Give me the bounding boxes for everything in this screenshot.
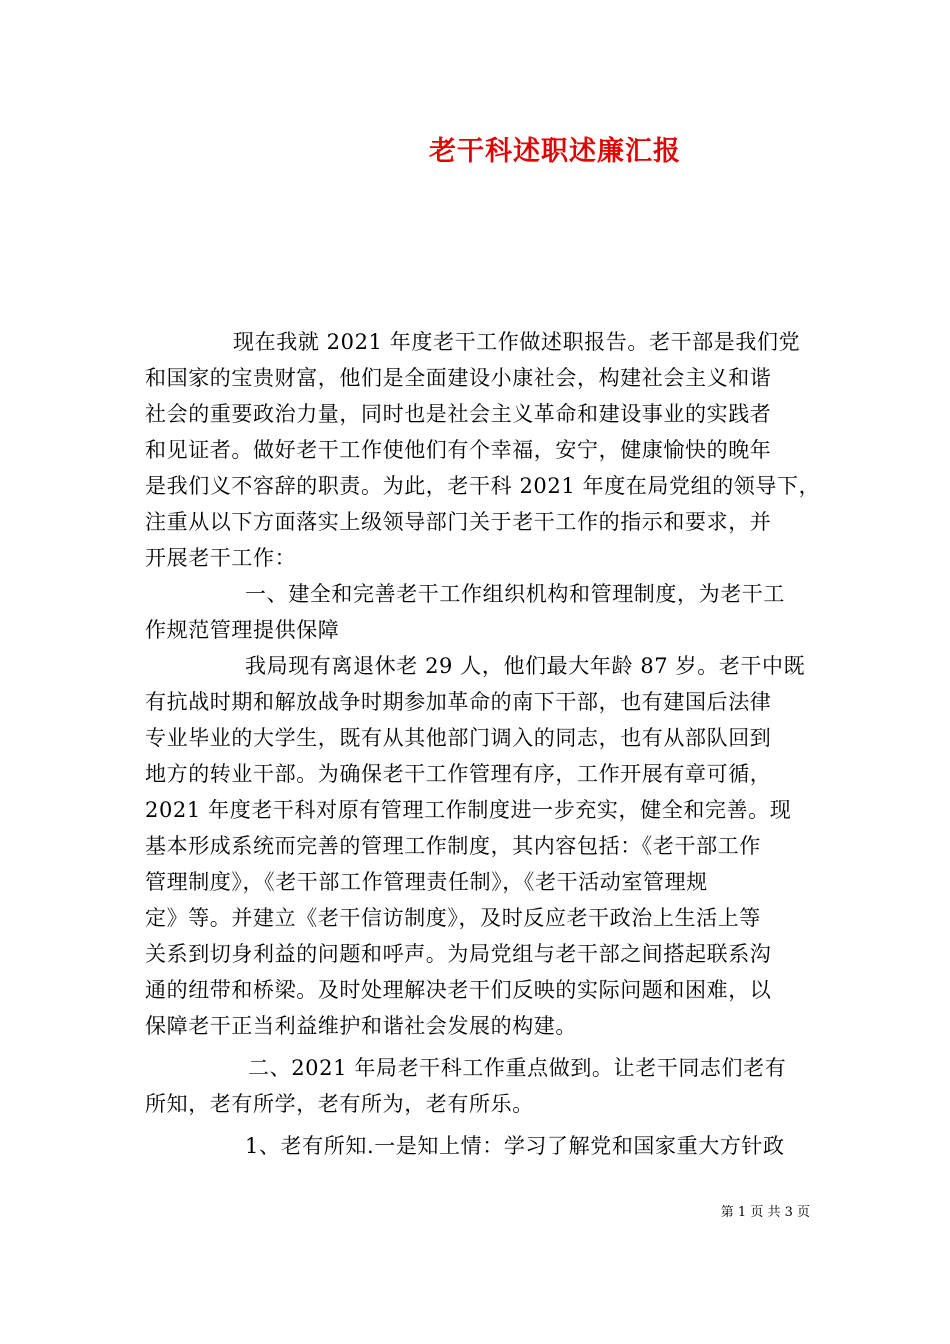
paragraph-line: 专业毕业的大学生，既有从其他部门调入的同志，也有从部队回到 [145,726,772,750]
paragraph-line: 我局现有离退休老 29 人，他们最大年龄 87 岁。老干中既 [245,654,806,678]
paragraph-line: 通的纽带和桥梁。及时处理解决老干们反映的实际问题和困难，以 [145,978,772,1002]
paragraph-line: 注重从以下方面落实上级领导部门关于老干工作的指示和要求，并 [145,510,772,534]
paragraph-line: 社会的重要政治力量，同时也是社会主义革命和建设事业的实践者 [145,402,772,426]
paragraph-line: 2021 年度老干科对原有管理工作制度进一步充实，健全和完善。现 [145,798,792,822]
section-heading-line: 所知，老有所学，老有所为，老有所乐。 [145,1092,534,1116]
document-title: 老干科述职述廉汇报 [429,136,681,167]
section-heading-line: 一、建全和完善老干工作组织机构和管理制度，为老干工 [245,582,785,606]
paragraph-line: 基本形成系统而完善的管理工作制度，其内容包括：《老干部工作 [145,834,761,858]
page-number-footer: 第 1 页 共 3 页 [720,1205,810,1220]
paragraph-line: 地方的转业干部。为确保老干工作管理有序，工作开展有章可循， [145,762,772,786]
paragraph-line: 开展老干工作： [145,546,297,570]
paragraph-line: 保障老干正当利益维护和谐社会发展的构建。 [145,1014,577,1038]
paragraph-line: 定》等。并建立《老干信访制度》，及时反应老干政治上生活上等 [145,906,761,930]
paragraph-line: 1、老有所知.一是知上情：学习了解党和国家重大方针政 [245,1134,785,1158]
document-body [145,324,825,1164]
section-heading-line: 作规范管理提供保障 [145,618,340,642]
paragraph-line: 和国家的宝贵财富，他们是全面建设小康社会，构建社会主义和谐 [145,366,772,390]
section-heading-line: 二、2021 年局老干科工作重点做到。让老干同志们老有 [248,1056,787,1080]
paragraph-line: 有抗战时期和解放战争时期参加革命的南下干部，也有建国后法律 [145,690,772,714]
paragraph-line: 现在我就 2021 年度老干工作做述职报告。老干部是我们党 [233,330,801,354]
paragraph-line: 关系到切身利益的问题和呼声。为局党组与老干部之间搭起联系沟 [145,942,772,966]
paragraph-line: 管理制度》，《老干部工作管理责任制》，《老干活动室管理规 [145,870,708,894]
paragraph-line: 是我们义不容辞的职责。为此，老干科 2021 年度在局党组的领导下， [145,474,821,498]
paragraph-line: 和见证者。做好老干工作使他们有个幸福，安宁，健康愉快的晚年 [145,438,772,462]
